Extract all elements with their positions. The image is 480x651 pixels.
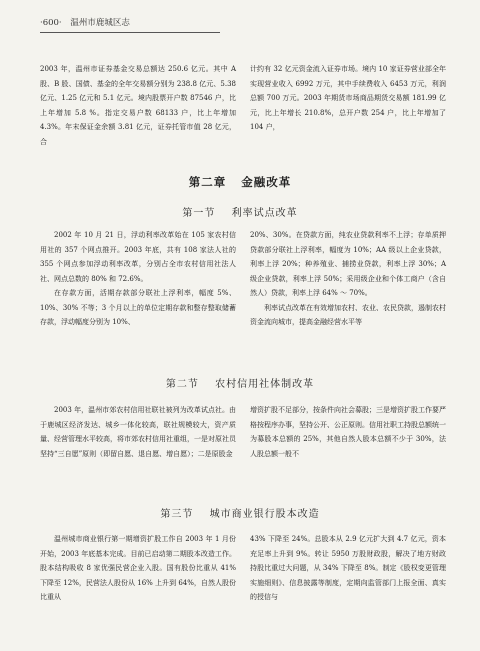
section-title: 城市商业银行股本改造 xyxy=(209,509,320,520)
section-number: 第三节 xyxy=(160,509,194,520)
section-heading-1 xyxy=(0,204,480,219)
section-title: 农村信用社体制改革 xyxy=(215,379,315,390)
paragraph: 计约有 32 亿元资金流入证券市场。境内 10 家证券营业部全年实现营业收入 6992 万元，其中手续费收入 6453 万元，利润总额 700 万元。2003 年期货市场商品期货交易额 181.99 亿元，比上年增长 210.8%，总开户数 254 户，比上年增加了 104 户， xyxy=(250,65,446,131)
section-1-right-column xyxy=(250,228,446,330)
page-number: ·600· xyxy=(40,18,62,28)
paragraph: 增资扩股不足部分，按条件向社会募股；三是增资扩股工作要严格按程序办事，坚持公开、公正原则。信用社职工持股总额统一为募股本总额的 25%，其他自然人股本总额不少于 30%，法人股总额一般不 xyxy=(250,406,446,458)
paragraph: 温州城市商业银行第一期增资扩股工作自 2003 年 1 月份开始，2003 年底基本完成。目前已启动第二期股本改造工作。股本结构吸收 8 家优强民营企业入股。国有股份比重从 41% 下降至 12%，民营法人股份从 16% 上升到 64%，自然人股份比重从 xyxy=(40,535,236,601)
top-text-block xyxy=(40,62,446,149)
section-heading-2 xyxy=(0,375,480,390)
section-1-body xyxy=(40,228,446,330)
paragraph: 20%、30%。在贷款方面，纯农业贷款利率不上浮；存单质押贷款部分联社上浮利率，幅度为 10%；AA 级以上企业贷款，利率上浮 20%；种养殖业、捕捞业贷款，利率上浮 30%；A 级企业贷款，利率上浮 50%；采用级企业和个体工商户（含自然人）贷款，利率上浮 64% ～ 70%。 xyxy=(250,231,446,297)
section-2-left-column xyxy=(40,403,236,461)
section-number: 第二节 xyxy=(165,379,199,390)
top-left-column xyxy=(40,62,236,149)
chapter-title: 金融改革 xyxy=(241,175,292,189)
section-2-right-column xyxy=(250,403,446,461)
paragraph: 在存款方面，活期存款部分联社上浮利率，幅度 5%、10%、30% 不等；3 个月以上的单位定期存款和整存整取储蓄存款，浮动幅度分别为 10%、 xyxy=(40,289,236,326)
section-2-body xyxy=(40,403,446,461)
section-3-right-column xyxy=(250,532,446,605)
paragraph: 43% 下降至 24%。总股本从 2.9 亿元扩大到 4.7 亿元，资本充足率上升到 9%。转让 5950 万股财政股，解决了地方财政持股比重过大问题，从 34% 下降至 8%。制定《股权变更管理实施细则》、信息披露等制度，定期向监管部门上报全面、真实的授信与 xyxy=(250,535,446,601)
paragraph: 2002 年 10 月 21 日，浮动利率改革始在 105 家农村信用社的 357 个网点推开。2003 年底，共有 108 家法人社的 355 个网点参加浮动利率改革，分别占全市农村信用社法人社、网点总数的 80% 和 72.6%。 xyxy=(40,231,236,283)
chapter-number: 第二章 xyxy=(188,175,227,189)
section-3-body xyxy=(40,532,446,605)
chapter-heading xyxy=(0,174,480,190)
section-number: 第一节 xyxy=(182,208,216,219)
paragraph: 利率试点改革在有效增加农村、农业、农民贷款，遏制农村资金流向城市，提高金融经营水平等 xyxy=(250,303,446,326)
section-3-left-column xyxy=(40,532,236,605)
top-right-column xyxy=(250,62,446,149)
book-title: 温州市鹿城区志 xyxy=(70,18,130,28)
paragraph: 2003 年，温州市证券基金交易总额达 250.6 亿元。其中 A 股、B 股、国债、基金的全年交易额分别为 238.8 亿元、5.38 亿元、1.25 亿元和 5.1 亿元。境内股票开户数 87546 户，比上年增加 5.8 %。指定交易户数 68133 户，比上年增加 4.3%。年末保证金余额 3.81 亿元，证券托管市值 28 亿元，合 xyxy=(40,65,236,146)
paragraph: 2003 年，温州市郊农村信用社联社被列为改革试点社。由于鹿城区经济发达、城乡一体化较高，联社规模较大，资产质量、经营管理水平较高，将市郊农村信用社重组，一是对原社员坚持“三自愿”原则（即留自愿、退自愿、增自愿）；二是原股金 xyxy=(40,406,236,458)
section-heading-3 xyxy=(0,505,480,520)
section-1-left-column xyxy=(40,228,236,330)
section-title: 利率试点改革 xyxy=(231,208,298,219)
running-header xyxy=(40,16,220,33)
